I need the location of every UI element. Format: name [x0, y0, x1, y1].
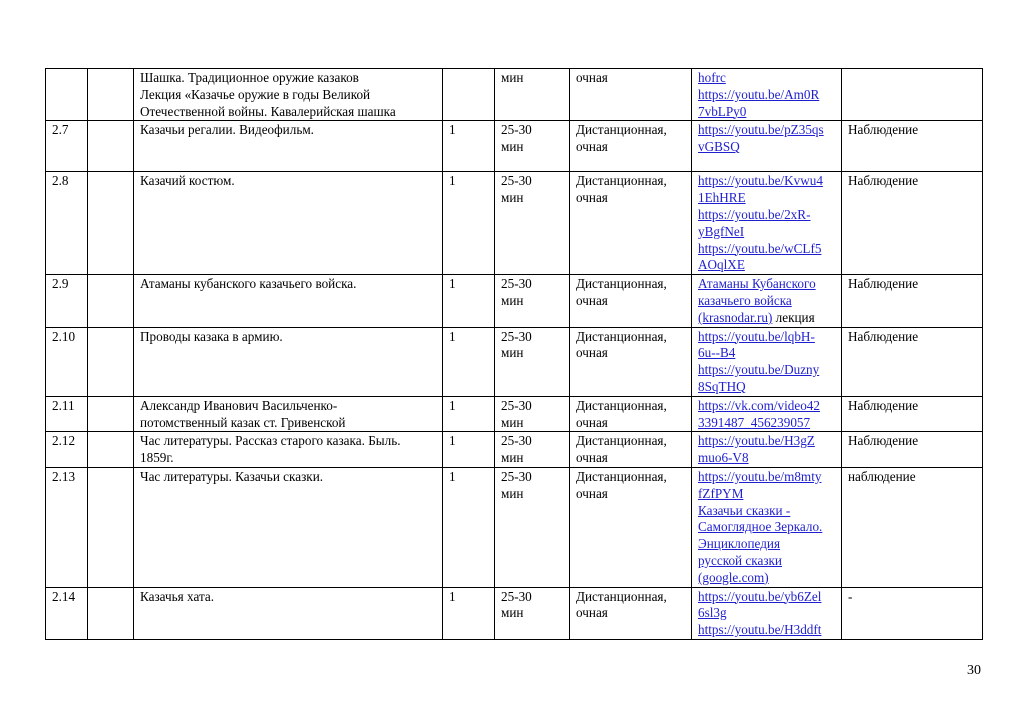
resource-link[interactable]: 1EhHRE: [698, 190, 746, 206]
resource-link[interactable]: https://youtu.be/Duzny: [698, 362, 820, 378]
row-subcell: [88, 275, 134, 327]
row-number-text: 2.12: [52, 433, 76, 449]
lesson-title-line: Проводы казака в армию.: [140, 328, 283, 344]
resource-link[interactable]: vGBSQ: [698, 139, 740, 155]
row-number: [46, 121, 88, 172]
lesson-control: [842, 327, 983, 396]
resource-link[interactable]: yBgfNeI: [698, 223, 745, 239]
lesson-title: [134, 587, 443, 639]
lesson-resources: [692, 121, 842, 172]
row-number: [46, 396, 88, 432]
resource-link[interactable]: fZfPYM: [698, 485, 744, 501]
duration-line: мин: [501, 292, 524, 308]
form-line: Дистанционная,: [576, 122, 667, 138]
resource-suffix: лекция: [772, 309, 815, 325]
lesson-duration: [495, 432, 570, 468]
form-line: Дистанционная,: [576, 173, 667, 189]
lesson-hours-text: 1: [449, 588, 456, 604]
resource-line: [698, 207, 835, 224]
lesson-hours: [443, 69, 495, 121]
resource-line: [698, 257, 835, 274]
resource-line: [698, 104, 835, 121]
resource-line: [698, 293, 835, 310]
lesson-form: [570, 587, 692, 639]
lesson-title: [134, 467, 443, 587]
control-text: -: [848, 588, 853, 604]
row-subcell: [88, 121, 134, 172]
resource-link[interactable]: 6sl3g: [698, 605, 727, 621]
row-number-text: 2.7: [52, 122, 69, 138]
table-row: [46, 432, 983, 468]
table-row: [46, 275, 983, 327]
row-number-text: 2.8: [52, 173, 69, 189]
form-line: очная: [576, 485, 608, 501]
resource-link[interactable]: hofrc: [698, 70, 726, 85]
lesson-title-line: Атаманы кубанского казачьего войска.: [140, 276, 357, 292]
resource-line: [698, 415, 835, 432]
row-number: [46, 172, 88, 275]
lesson-form: [570, 467, 692, 587]
row-number: [46, 275, 88, 327]
form-line: очная: [576, 292, 608, 308]
resource-link[interactable]: https://youtu.be/Am0R: [698, 86, 820, 102]
resource-link[interactable]: AOqlXE: [698, 257, 745, 273]
resource-link[interactable]: https://youtu.be/H3ddft: [698, 622, 822, 638]
resource-line: [698, 570, 835, 587]
form-line: Дистанционная,: [576, 433, 667, 449]
lesson-title-line: Казачьи регалии. Видеофильм.: [140, 122, 314, 138]
lesson-form: [570, 432, 692, 468]
lesson-control: [842, 172, 983, 275]
lesson-hours-text: 1: [449, 433, 456, 449]
table-row: [46, 467, 983, 587]
resource-line: [698, 469, 835, 486]
duration-line: мин: [501, 414, 524, 430]
lesson-title-line: Казачья хата.: [140, 588, 215, 604]
lesson-title: [134, 396, 443, 432]
lesson-title-line: Отечественной войны. Кавалерийская шашка: [140, 103, 396, 119]
lesson-resources: [692, 587, 842, 639]
lesson-title-line: потомственный казак ст. Гривенской: [140, 414, 346, 430]
resource-link[interactable]: https://youtu.be/yb6Zel: [698, 588, 822, 604]
control-text: Наблюдение: [848, 276, 919, 292]
table-row: [46, 396, 983, 432]
lesson-form: [570, 69, 692, 121]
lesson-duration: [495, 587, 570, 639]
duration-line: 25-30: [501, 588, 532, 604]
row-subcell: [88, 69, 134, 121]
resource-line: [698, 536, 835, 553]
lesson-hours-text: 1: [449, 468, 456, 484]
lesson-title-line: Казачий костюм.: [140, 173, 235, 189]
row-number: [46, 69, 88, 121]
row-subcell: [88, 327, 134, 396]
resource-line: [698, 379, 835, 396]
lesson-control: [842, 432, 983, 468]
lesson-resources: [692, 396, 842, 432]
lesson-duration: [495, 121, 570, 172]
resource-link[interactable]: https://youtu.be/pZ35qs: [698, 122, 824, 138]
lesson-title: [134, 327, 443, 396]
lesson-hours: [443, 327, 495, 396]
control-text: Наблюдение: [848, 173, 919, 189]
resource-link[interactable]: https://youtu.be/Kvwu4: [698, 173, 823, 189]
resource-line: [698, 398, 835, 415]
lesson-control: [842, 467, 983, 587]
lesson-resources: [692, 432, 842, 468]
lesson-form: [570, 121, 692, 172]
resource-line: [698, 622, 835, 639]
resource-link[interactable]: Казачьи сказки -: [698, 502, 791, 518]
form-line: очная: [576, 605, 608, 621]
lesson-resources: [692, 467, 842, 587]
lesson-title: [134, 432, 443, 468]
row-subcell: [88, 396, 134, 432]
lesson-title: [134, 275, 443, 327]
resource-link[interactable]: 7vbLPy0: [698, 103, 747, 119]
lesson-hours: [443, 275, 495, 327]
form-line: Дистанционная,: [576, 328, 667, 344]
resource-line: [698, 173, 835, 190]
resource-link[interactable]: (krasnodar.ru): [698, 309, 773, 325]
resource-line: [698, 241, 835, 258]
table-row: [46, 327, 983, 396]
resource-line: [698, 503, 835, 520]
lesson-duration: [495, 327, 570, 396]
lesson-hours-text: 1: [449, 173, 456, 189]
form-line: очная: [576, 450, 608, 466]
resource-line: [698, 605, 835, 622]
resource-line: [698, 70, 835, 87]
row-subcell: [88, 172, 134, 275]
row-number-text: 2.11: [52, 397, 75, 413]
row-subcell: [88, 467, 134, 587]
row-subcell: [88, 587, 134, 639]
lesson-resources: [692, 69, 842, 121]
resource-line: [698, 310, 835, 327]
duration-line: мин: [501, 70, 524, 85]
resource-line: [698, 553, 835, 570]
resource-line: [698, 362, 835, 379]
resource-line: [698, 589, 835, 606]
duration-line: мин: [501, 605, 524, 621]
lesson-hours: [443, 121, 495, 172]
lesson-duration: [495, 467, 570, 587]
resource-line: [698, 122, 835, 139]
duration-line: мин: [501, 190, 524, 206]
table-body: [46, 69, 983, 640]
lesson-hours-text: 1: [449, 276, 456, 292]
form-line: Дистанционная,: [576, 468, 667, 484]
duration-line: 25-30: [501, 328, 532, 344]
lesson-control: [842, 121, 983, 172]
lesson-resources: [692, 172, 842, 275]
control-text: Наблюдение: [848, 328, 919, 344]
lesson-hours: [443, 396, 495, 432]
lesson-form: [570, 396, 692, 432]
resource-link[interactable]: русской сказки: [698, 552, 782, 568]
lesson-title-line: 1859г.: [140, 450, 174, 466]
duration-line: мин: [501, 450, 524, 466]
row-number-text: 2.13: [52, 468, 76, 484]
resource-link[interactable]: muo6-V8: [698, 450, 749, 466]
lesson-control: [842, 587, 983, 639]
resource-link[interactable]: Самоглядное Зеркало.: [698, 519, 823, 535]
duration-line: мин: [501, 139, 524, 155]
row-number-text: 2.9: [52, 276, 69, 292]
row-number: [46, 467, 88, 587]
row-number-text: 2.10: [52, 328, 76, 344]
lesson-control: [842, 69, 983, 121]
resource-line: [698, 87, 835, 104]
resource-line: [698, 224, 835, 241]
resource-line: [698, 486, 835, 503]
resource-line: [698, 139, 835, 156]
resource-line: [698, 345, 835, 362]
duration-line: 25-30: [501, 433, 532, 449]
resource-line: [698, 276, 835, 293]
resource-line: [698, 190, 835, 207]
lesson-form: [570, 275, 692, 327]
resource-link[interactable]: 8SqTHQ: [698, 378, 746, 394]
duration-line: 25-30: [501, 397, 532, 413]
lesson-title: [134, 69, 443, 121]
row-number-text: 2.14: [52, 588, 76, 604]
lesson-hours-text: 1: [449, 328, 456, 344]
lesson-resources: [692, 327, 842, 396]
resource-line: [698, 329, 835, 346]
form-line: очная: [576, 139, 608, 155]
duration-line: мин: [501, 345, 524, 361]
lesson-hours-text: 1: [449, 397, 456, 413]
form-line: очная: [576, 190, 608, 206]
resource-link[interactable]: https://youtu.be/2xR-: [698, 206, 811, 222]
lesson-title-line: Час литературы. Рассказ старого казака. Быль.: [140, 433, 401, 449]
resource-link[interactable]: https://youtu.be/lqbH-: [698, 328, 815, 344]
lesson-form: [570, 172, 692, 275]
lesson-title-line: Александр Иванович Васильченко-: [140, 397, 338, 413]
program-table: [45, 68, 983, 640]
form-line: Дистанционная,: [576, 588, 667, 604]
form-line: очная: [576, 345, 608, 361]
control-text: наблюдение: [848, 468, 916, 484]
lesson-form: [570, 327, 692, 396]
lesson-hours-text: 1: [449, 122, 456, 138]
lesson-control: [842, 275, 983, 327]
resource-link[interactable]: https://youtu.be/H3gZ: [698, 433, 815, 449]
resource-line: [698, 519, 835, 536]
resource-link[interactable]: Атаманы Кубанского: [698, 276, 816, 292]
lesson-title-line: Лекция «Казачье оружие в годы Великой: [140, 86, 371, 102]
lesson-duration: [495, 172, 570, 275]
lesson-resources: [692, 275, 842, 327]
lesson-duration: [495, 69, 570, 121]
resource-link[interactable]: Энциклопедия: [698, 536, 781, 552]
resource-link[interactable]: https://youtu.be/wCLf5: [698, 240, 822, 256]
lesson-title: [134, 121, 443, 172]
lesson-title-line: Час литературы. Казачьи сказки.: [140, 468, 324, 484]
control-text: Наблюдение: [848, 433, 919, 449]
resource-link[interactable]: 3391487_456239057: [698, 414, 811, 430]
lesson-duration: [495, 275, 570, 327]
form-line: Дистанционная,: [576, 397, 667, 413]
table-row: [46, 121, 983, 172]
lesson-duration: [495, 396, 570, 432]
lesson-hours: [443, 172, 495, 275]
resource-line: [698, 450, 835, 467]
lesson-control: [842, 396, 983, 432]
duration-line: 25-30: [501, 122, 532, 138]
lesson-hours: [443, 432, 495, 468]
lesson-hours: [443, 467, 495, 587]
resource-link[interactable]: (google.com): [698, 569, 769, 585]
lesson-hours: [443, 587, 495, 639]
page-number: 30: [967, 663, 981, 678]
form-line: очная: [576, 70, 608, 85]
resource-line: [698, 433, 835, 450]
row-number: [46, 432, 88, 468]
duration-line: мин: [501, 485, 524, 501]
duration-line: 25-30: [501, 173, 532, 189]
table-row: [46, 172, 983, 275]
lesson-title: [134, 172, 443, 275]
resource-link[interactable]: казачьего войска: [698, 292, 792, 308]
control-text: Наблюдение: [848, 122, 919, 138]
form-line: очная: [576, 414, 608, 430]
control-text: Наблюдение: [848, 397, 919, 413]
row-subcell: [88, 432, 134, 468]
table-row: [46, 69, 983, 121]
resource-link[interactable]: https://vk.com/video42: [698, 397, 820, 413]
resource-link[interactable]: 6u--B4: [698, 345, 736, 361]
table-row: [46, 587, 983, 639]
row-number: [46, 587, 88, 639]
duration-line: 25-30: [501, 468, 532, 484]
duration-line: 25-30: [501, 276, 532, 292]
lesson-title-line: Шашка. Традиционное оружие казаков: [140, 70, 359, 85]
resource-link[interactable]: https://youtu.be/m8mty: [698, 468, 822, 484]
row-number: [46, 327, 88, 396]
form-line: Дистанционная,: [576, 276, 667, 292]
